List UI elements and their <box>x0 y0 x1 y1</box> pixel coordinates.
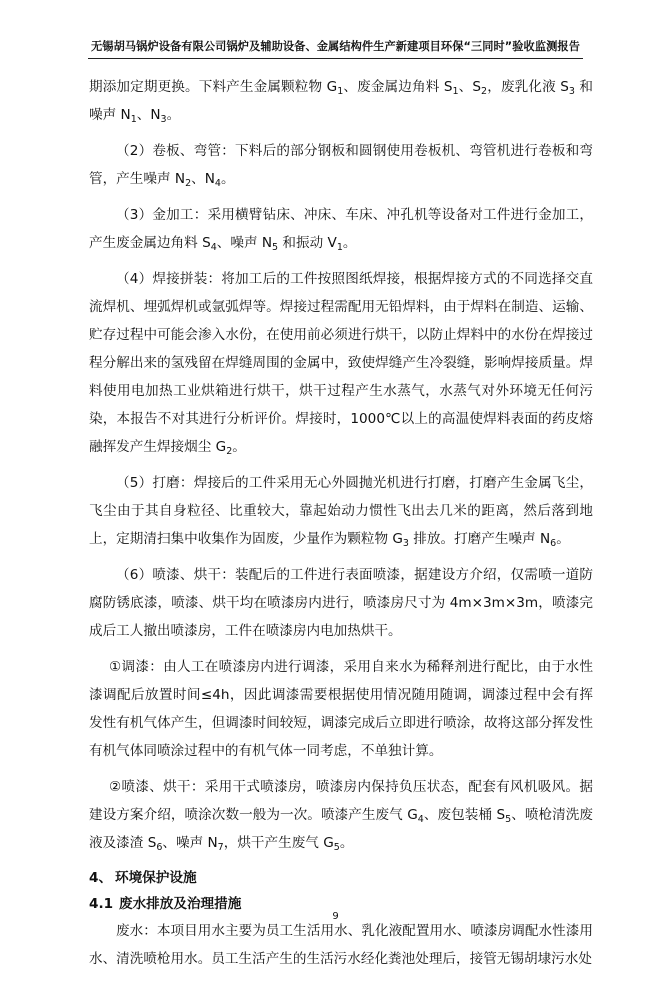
section-heading-4: 4、 环境保护设施 <box>89 870 197 886</box>
paragraph-grinding: （5）打磨：焊接后的工件采用无心外圆抛光机进行打磨，打磨产生金属飞尘，飞尘由于其自身粒径、比重较大，靠起始动力惯性飞出去几米的距离，然后落到地上，定期清扫集中收集作为固废，少量作为颗粒物 $G_3$ 排放。打磨产生噪声 $N_6$。 <box>89 475 593 549</box>
report-header: 无锡胡马锅炉设备有限公司锅炉及辅助设备、金属结构件生产新建项目环保“三同时”验收监测报告 <box>91 40 580 53</box>
document-body <box>89 73 593 981</box>
paragraph-rolling-bending: （2）卷板、弯管：下料后的部分钢板和圆钢使用卷板机、弯管机进行卷板和弯管，产生噪声 $N_2$、$N_4$。 <box>89 143 593 189</box>
paragraph-wastewater: 废水：本项目用水主要为员工生活用水、乳化液配置用水、喷漆房调配水性漆用水、清洗喷枪用水。员工生活产生的生活污水经化粪池处理后，接管无锡胡埭污水处 <box>89 923 593 967</box>
paragraph-material-cutting-end: 期添加定期更换。下料产生金属颗粒物 $G_1$、废金属边角料 $S_1$、$S_2$，废乳化液 $S_3$ 和噪声 $N_1$、$N_3$。 <box>89 79 594 125</box>
paragraph-paint-mixing: ①调漆：由人工在喷漆房内进行调漆，采用自来水为稀释剂进行配比，由于水性漆调配后放置时间≤4h，因此调漆需要根据使用情况随用随调，调漆过程中会有挥发性有机气体产生，但调漆时间较短，调漆完成后立即进行喷涂，故将这部分挥发性有机气体同喷涂过程中的有机气体一同考虑，不单独计算。 <box>89 659 593 759</box>
paragraph-painting-drying: （6）喷漆、烘干：装配后的工件进行表面喷漆，据建设方介绍，仅需喷一道防腐防锈底漆，喷漆、烘干均在喷漆房内进行，喷漆房尺寸为 4m×3m×3m，喷漆完成后工人撤出喷漆房，工件在喷漆房内电加热烘干。 <box>89 567 593 639</box>
paragraph-spraying-drying: ②喷漆、烘干：采用干式喷漆房，喷漆房内保持负压状态，配套有风机吸风。据建设方案介绍，喷涂次数一般为一次。喷漆产生废气 $G_4$、废包装桶 $S_5$、喷枪清洗废液及漆渣 $S_6$、噪声 $N_7$，烘干产生废气 $G_5$。 <box>89 779 594 853</box>
paragraph-machining: （3）金加工：采用横臂钻床、冲床、车床、冲孔机等设备对工件进行金加工，产生废金属边角料 $S_4$、噪声 $N_5$ 和振动 $V_1$。 <box>89 207 593 253</box>
header-divider <box>88 58 583 59</box>
page-number: 9 <box>332 911 339 922</box>
section-heading-4-1: 4.1 废水排放及治理措施 <box>89 896 242 912</box>
paragraph-welding-assembly: （4）焊接拼装：将加工后的工件按照图纸焊接，根据焊接方式的不同选择交直流焊机、埋弧焊机或氩弧焊等。焊接过程需配用无铅焊料，由于焊料在制造、运输、贮存过程中可能会渗入水份，在使用前必须进行烘干，以防止焊料中的水份在焊接过程分解出来的氢残留在焊缝周围的金属中，致使焊缝产生冷裂缝，影响焊接质量。焊料使用电加热工业烘箱进行烘干，烘干过程产生水蒸气，水蒸气对外环境无任何污染，本报告不对其进行分析评价。焊接时，1000℃以上的高温使焊料表面的药皮熔融挥发产生焊接烟尘 $G_2$。 <box>89 271 593 457</box>
